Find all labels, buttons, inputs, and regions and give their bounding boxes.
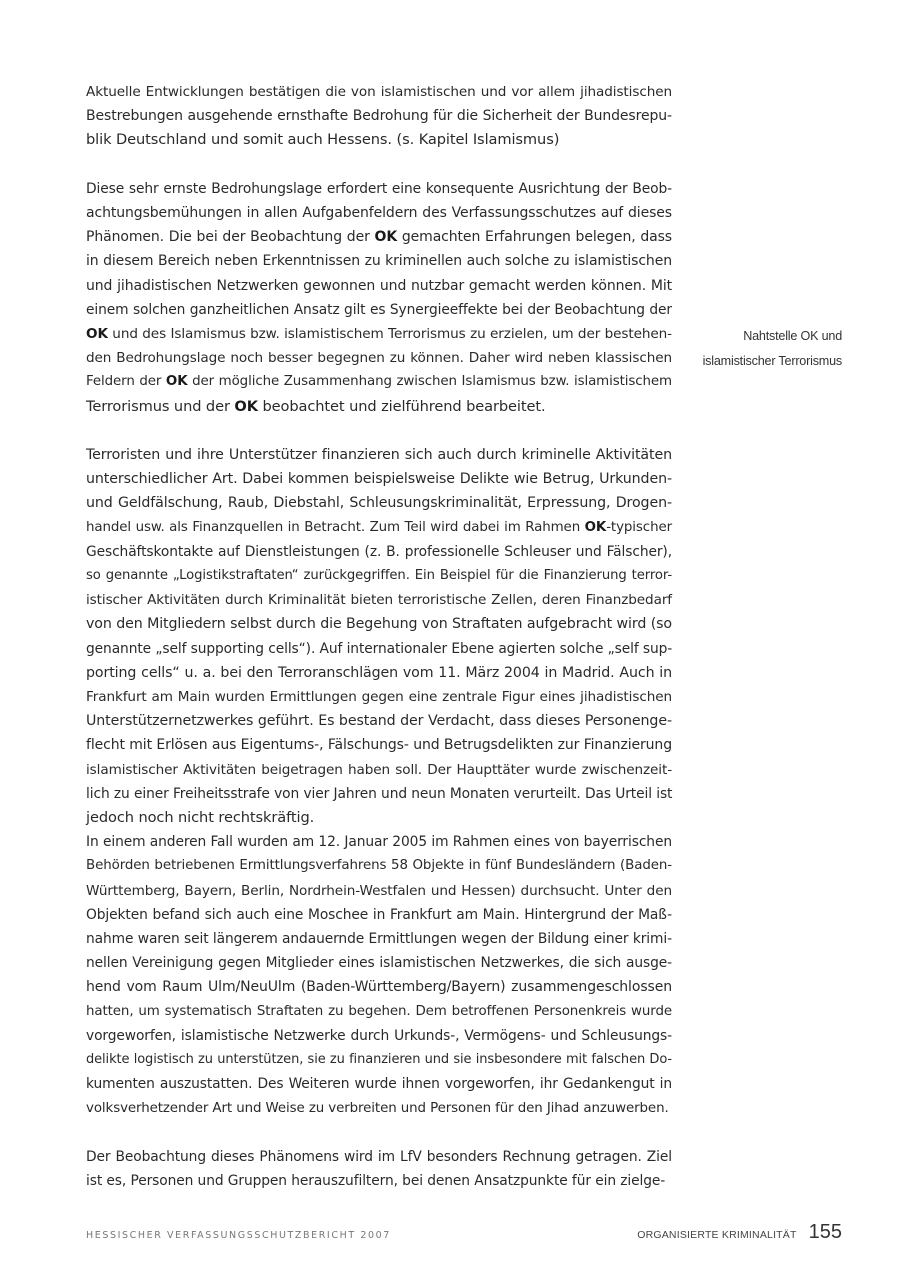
text-line — [86, 1072, 672, 1096]
text-segment: in diesem Bereich neben Erkenntnissen zu kriminellen auch solche zu islamistischen — [86, 253, 672, 270]
text-line — [86, 709, 672, 733]
text-segment: nellen Vereinigung gegen Mitglieder eines islamistischen Netzwerkes, die sich ausge- — [86, 955, 672, 972]
text-segment: volksverhetzender Art und Weise zu verbreiten und Personen für den Jihad anzuwerben. — [86, 1100, 669, 1116]
text-segment: -typischer — [606, 519, 672, 535]
text-segment: beobachtet und zielführend bearbeitet. — [257, 397, 546, 415]
text-segment: handel usw. als Finanzquellen in Betracht. Zum Teil wird dabei im Rahmen — [86, 519, 585, 535]
text-segment: der mögliche Zusammenhang zwischen Islamismus bzw. islamistischem — [187, 374, 673, 390]
text-line — [86, 128, 672, 152]
text-line — [86, 1145, 672, 1169]
text-line — [86, 274, 672, 298]
text-segment: islamistischer Aktivitäten beigetragen haben soll. Der Haupttäter wurde zwischenzeit- — [86, 761, 672, 778]
text-segment: Bestrebungen ausgehende ernsthafte Bedrohung für die Sicherheit der Bundesrepu- — [86, 108, 672, 125]
text-line — [86, 225, 672, 249]
ok-abbreviation: OK — [86, 326, 108, 343]
text-segment: blik Deutschland und somit auch Hessens. (s. Kapitel Islamismus) — [86, 131, 560, 149]
text-segment: Diese sehr ernste Bedrohungslage erfordert eine konsequente Ausrichtung der Beob- — [86, 180, 672, 197]
margin-note-line-1: Nahtstelle OK und — [743, 329, 842, 343]
paragraph — [86, 177, 672, 419]
text-line — [86, 177, 672, 201]
text-line — [86, 685, 672, 709]
text-segment: so genannte „Logistikstraftaten“ zurückgegriffen. Ein Beispiel für die Finanzierung terror- — [86, 568, 672, 584]
text-line — [86, 249, 672, 273]
text-line — [86, 782, 672, 806]
text-segment: vorgeworfen, islamistische Netzwerke durch Urkunds-, Vermögens- und Schleusungs- — [86, 1027, 672, 1044]
text-segment: hend vom Raum Ulm/NeuUlm (Baden-Württemberg/Bayern) zusammengeschlossen — [86, 979, 672, 996]
text-segment: Der Beobachtung dieses Phänomens wird im LfV besonders Rechnung getragen. Ziel — [86, 1148, 672, 1165]
text-segment: Terroristen und ihre Unterstützer finanzieren sich auch durch kriminelle Aktivitäten — [86, 447, 672, 464]
text-segment: In einem anderen Fall wurden am 12. Januar 2005 im Rahmen eines von bayerrischen — [86, 834, 672, 851]
text-segment: und Geldfälschung, Raub, Diebstahl, Schleusungskriminalität, Erpressung, Drogen- — [86, 495, 672, 512]
text-line — [86, 879, 672, 903]
text-line — [86, 830, 672, 854]
text-segment: einem solchen ganzheitlichen Ansatz gilt es Synergieeffekte bei der Beobachtung der — [86, 301, 672, 318]
text-segment: und jihadistischen Netzwerken gewonnen und nutzbar gemacht werden können. Mit — [86, 277, 672, 294]
text-line — [86, 1097, 672, 1121]
body-text — [86, 80, 672, 1193]
ok-abbreviation: OK — [374, 229, 398, 246]
footer-publication-title: HESSISCHER VERFASSUNGSSCHUTZBERICHT 2007 — [86, 1230, 391, 1241]
paragraph — [86, 1145, 672, 1193]
text-line — [86, 370, 672, 394]
text-line — [86, 201, 672, 225]
text-segment: Unterstützernetzwerkes geführt. Es bestand der Verdacht, dass dieses Personenge- — [86, 713, 672, 730]
text-line — [86, 637, 672, 661]
text-segment: Feldern der — [86, 374, 166, 390]
text-line — [86, 854, 672, 878]
text-segment: Geschäftskontakte auf Dienstleistungen (z. B. professionelle Schleuser und Fälscher), — [86, 543, 672, 560]
page-number: 155 — [808, 1221, 842, 1243]
text-segment: gemachten Erfahrungen belegen, dass — [397, 229, 672, 246]
text-line — [86, 588, 672, 612]
paragraph — [86, 830, 672, 1120]
text-segment: istischer Aktivitäten durch Kriminalität bieten terroristische Zellen, deren Finanzbedarf — [86, 592, 672, 609]
text-segment: jedoch noch nicht rechtskräftig. — [86, 809, 315, 827]
text-line — [86, 443, 672, 467]
text-line — [86, 322, 672, 346]
text-segment: von den Mitgliedern selbst durch die Begehung von Straftaten aufgebracht wird (so — [86, 616, 672, 633]
text-segment: hatten, um systematisch Straftaten zu begehen. Dem betroffenen Personenkreis wurde — [86, 1003, 672, 1019]
text-line — [86, 1169, 672, 1193]
ok-abbreviation: OK — [165, 374, 188, 390]
text-line — [86, 104, 672, 128]
text-line — [86, 564, 672, 588]
text-segment: Württemberg, Bayern, Berlin, Nordrhein-Westfalen und Hessen) durchsucht. Unter den — [86, 882, 672, 899]
text-segment: Objekten befand sich auch eine Moschee in Frankfurt am Main. Hintergrund der Maß- — [86, 906, 672, 923]
text-segment: porting cells“ u. a. bei den Terroranschlägen vom 11. März 2004 in Madrid. Auch in — [86, 664, 672, 681]
footer-right — [637, 1221, 842, 1244]
text-segment: und des Islamismus bzw. islamistischem Terrorismus zu erzielen, um der bestehen- — [107, 326, 672, 343]
text-line — [86, 395, 672, 419]
text-segment: flecht mit Erlösen aus Eigentums-, Fälschungs- und Betrugsdelikten zur Finanzierung — [86, 737, 672, 754]
text-segment: Aktuelle Entwicklungen bestätigen die von islamistischen und vor allem jihadistischen — [86, 84, 672, 100]
text-segment: Behörden betriebenen Ermittlungsverfahrens 58 Objekte in fünf Bundesländern (Baden- — [86, 858, 672, 874]
text-line — [86, 975, 672, 999]
text-segment: den Bedrohungslage noch besser begegnen zu können. Daher wird neben klassischen — [86, 350, 672, 367]
margin-note — [690, 324, 842, 374]
text-line — [86, 540, 672, 564]
margin-note-line-2: islamistischer Terrorismus — [702, 354, 842, 368]
text-segment: delikte logistisch zu unterstützen, sie zu finanzieren und sie insbesondere mit falschen Do- — [86, 1052, 672, 1068]
text-line — [86, 516, 672, 540]
text-segment: ist es, Personen und Gruppen herauszufiltern, bei denen Ansatzpunkte für ein zielge- — [86, 1173, 666, 1190]
footer-section-title: ORGANISIERTE KRIMINALITÄT — [637, 1229, 797, 1241]
text-segment: Phänomen. Die bei der Beobachtung der — [86, 229, 375, 246]
paragraph — [86, 80, 672, 153]
text-segment: unterschiedlicher Art. Dabei kommen beispielsweise Delikte wie Betrug, Urkunden- — [86, 471, 672, 488]
text-line — [86, 467, 672, 491]
text-line — [86, 927, 672, 951]
text-line — [86, 806, 672, 830]
text-segment: kumenten auszustatten. Des Weiteren wurde ihnen vorgeworfen, ihr Gedankengut in — [86, 1076, 672, 1093]
text-line — [86, 80, 672, 104]
text-segment: genannte „self supporting cells“). Auf internationaler Ebene agierten solche „self sup- — [86, 640, 673, 657]
text-line — [86, 661, 672, 685]
text-line — [86, 346, 672, 370]
text-line — [86, 758, 672, 782]
text-line — [86, 733, 672, 757]
ok-abbreviation: OK — [584, 519, 607, 535]
text-line — [86, 298, 672, 322]
text-segment: achtungsbemühungen in allen Aufgabenfeldern des Verfassungsschutzes auf dieses — [86, 205, 672, 221]
text-line — [86, 951, 672, 975]
paragraph — [86, 443, 672, 830]
text-line — [86, 491, 672, 515]
text-line — [86, 612, 672, 636]
text-segment: nahme waren seit längerem andauernde Ermittlungen wegen der Bildung einer krimi- — [86, 931, 672, 948]
text-segment: lich zu einer Freiheitsstrafe von vier Jahren und neun Monaten verurteilt. Das Urteil ist — [86, 785, 673, 802]
text-line — [86, 1048, 672, 1072]
text-line — [86, 1000, 672, 1024]
text-segment: Frankfurt am Main wurden Ermittlungen gegen eine zentrale Figur eines jihadistischen — [86, 689, 672, 706]
text-line — [86, 1024, 672, 1048]
text-segment: Terrorismus und der — [86, 397, 235, 415]
text-line — [86, 903, 672, 927]
ok-abbreviation: OK — [234, 397, 258, 415]
